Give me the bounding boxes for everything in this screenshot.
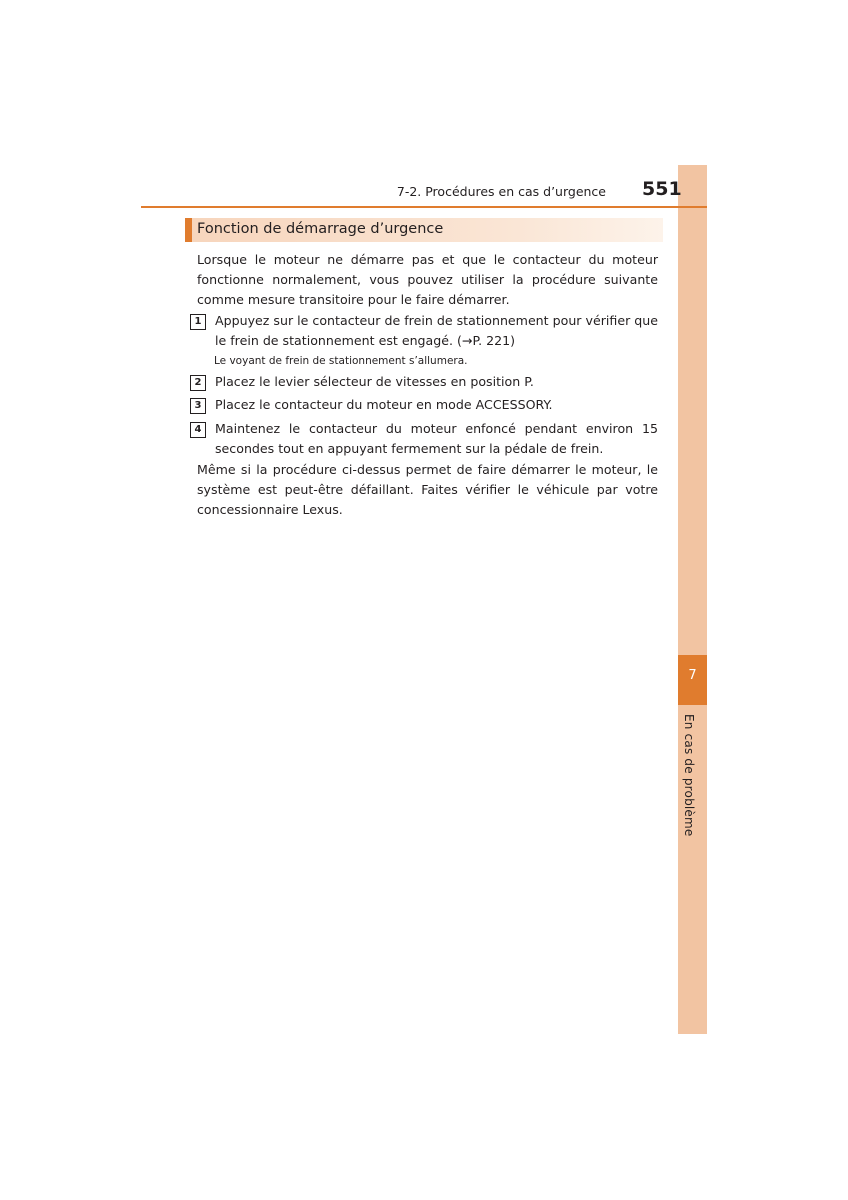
step-text: Maintenez le contacteur du moteur enfoncé pendant environ 15 secondes tout en appuyant fermement sur la pédale de frein. bbox=[215, 421, 658, 456]
intro-paragraph: Lorsque le moteur ne démarre pas et que le contacteur du moteur fonctionne normalement, vous pouvez utiliser la procédure suivante comme mesure transitoire pour le faire démarrer. bbox=[197, 252, 658, 307]
chapter-side-tab bbox=[678, 165, 707, 1034]
step-item bbox=[190, 395, 658, 415]
step-number-box: 3 bbox=[190, 398, 206, 414]
chapter-label: En cas de problème bbox=[682, 714, 696, 837]
step-number-box: 4 bbox=[190, 422, 206, 438]
step-item bbox=[190, 419, 658, 459]
step-text: Placez le contacteur du moteur en mode ACCESSORY. bbox=[215, 397, 553, 412]
step-text: Appuyez sur le contacteur de frein de stationnement pour vérifier que le frein de stationnement est engagé. (→P. 221) bbox=[215, 313, 658, 348]
chapter-number: 7 bbox=[678, 655, 707, 705]
page-number: 551 bbox=[642, 178, 682, 200]
section-title: Fonction de démarrage d’urgence bbox=[197, 221, 444, 237]
outro-paragraph: Même si la procédure ci-dessus permet de faire démarrer le moteur, le système est peut-être défaillant. Faites vérifier le véhicule par votre concessionnaire Lexus. bbox=[197, 462, 658, 517]
header-divider bbox=[141, 206, 707, 208]
step-text: Placez le levier sélecteur de vitesses en position P. bbox=[215, 374, 534, 389]
header-section-title: 7-2. Procédures en cas d’urgence bbox=[396, 184, 606, 199]
step-number-box: 1 bbox=[190, 314, 206, 330]
step-item bbox=[190, 311, 658, 351]
step-note: Le voyant de frein de stationnement s’allumera. bbox=[214, 355, 468, 367]
step-item bbox=[190, 372, 658, 392]
step-number-box: 2 bbox=[190, 375, 206, 391]
section-title-accent bbox=[185, 218, 192, 242]
